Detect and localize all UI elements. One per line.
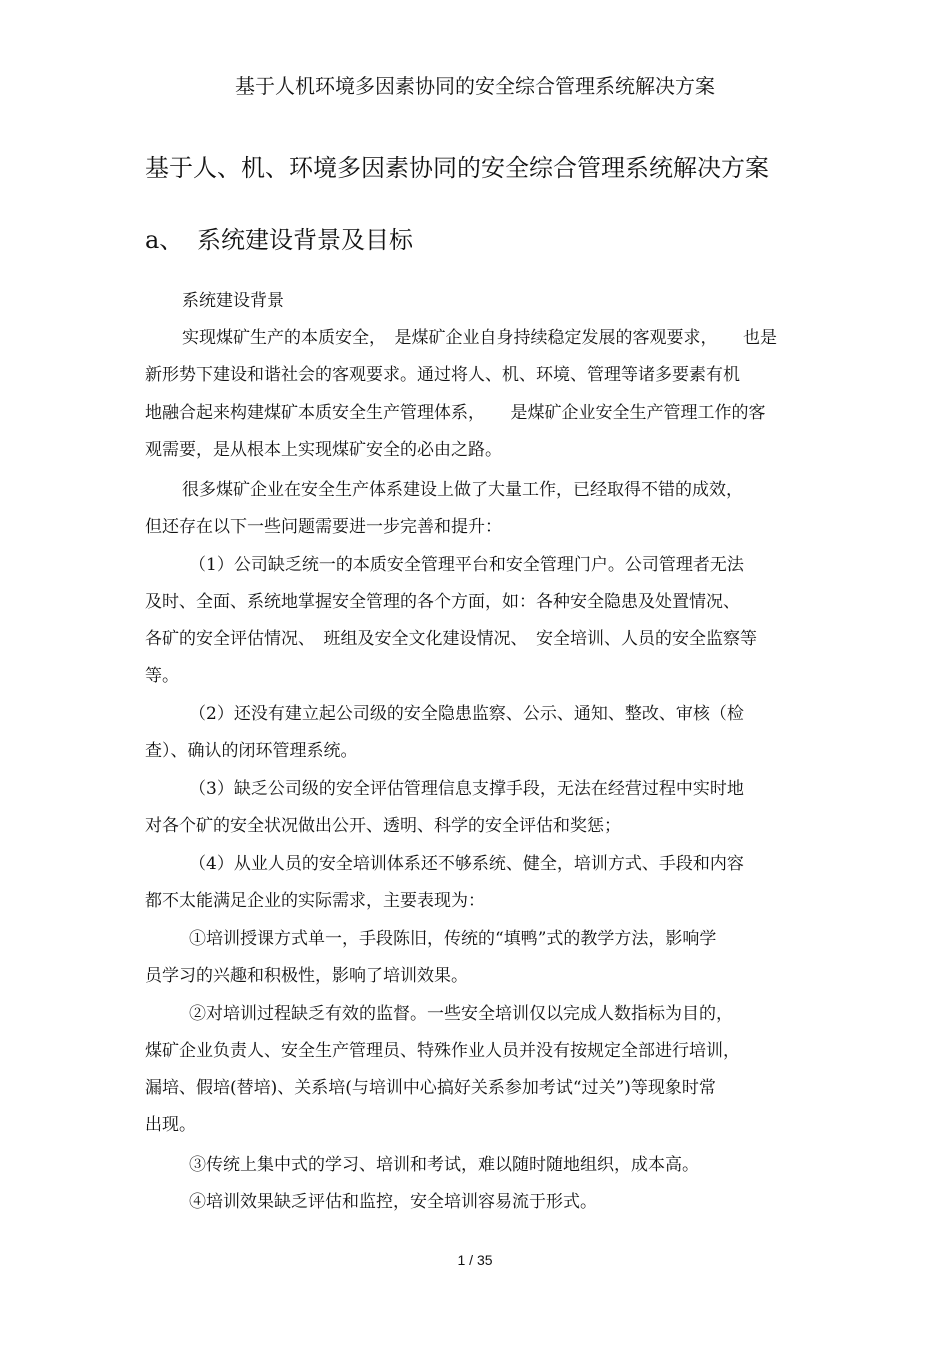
sub-item-line: 漏培、假培(替培)、关系培(与培训中心搞好关系参加考试“过关”)等现象时常 xyxy=(145,1078,716,1098)
list-item-line: 各矿的安全评估情况、 班组及安全文化建设情况、 安全培训、人员的安全监察等 xyxy=(145,629,757,649)
paragraph-line: 新形势下建设和谐社会的客观要求。通过将人、机、环境、管理等诸多要素有机 xyxy=(145,365,740,385)
list-item-line: 对各个矿的安全状况做出公开、透明、科学的安全评估和奖惩； xyxy=(145,816,621,836)
list-item-line: 等。 xyxy=(145,666,179,686)
subheading: 系统建设背景 xyxy=(182,291,284,311)
section-title: 系统建设背景及目标 xyxy=(197,226,413,254)
sub-item-line: ③传统上集中式的学习、培训和考试，难以随时随地组织，成本高。 xyxy=(189,1155,699,1175)
section-heading xyxy=(145,220,413,255)
page-number: 1 / 35 xyxy=(457,1252,493,1268)
list-item-line: （2）还没有建立起公司级的安全隐患监察、公示、通知、整改、审核（检 xyxy=(189,704,744,724)
document-title: 基于人、机、环境多因素协同的安全综合管理系统解决方案 xyxy=(145,154,769,182)
sub-item-line: 出现。 xyxy=(145,1115,196,1135)
list-item-line: （1）公司缺乏统一的本质安全管理平台和安全管理门户。公司管理者无法 xyxy=(189,555,744,575)
list-item-line: （3）缺乏公司级的安全评估管理信息支撑手段，无法在经营过程中实时地 xyxy=(189,779,744,799)
paragraph-line: 实现煤矿生产的本质安全， 是煤矿企业自身持续稳定发展的客观要求， 也是 xyxy=(182,328,777,348)
list-item-line: 都不太能满足企业的实际需求，主要表现为： xyxy=(145,891,485,911)
running-header: 基于人机环境多因素协同的安全综合管理系统解决方案 xyxy=(235,74,715,98)
sub-item-line: ①培训授课方式单一，手段陈旧，传统的“填鸭”式的教学方法，影响学 xyxy=(189,929,717,949)
section-index: a、 xyxy=(145,226,184,254)
sub-item-line: ②对培训过程缺乏有效的监督。一些安全培训仅以完成人数指标为目的， xyxy=(189,1004,733,1024)
sub-item-line: 员学习的兴趣和积极性，影响了培训效果。 xyxy=(145,966,468,986)
sub-item-line: 煤矿企业负责人、安全生产管理员、特殊作业人员并没有按规定全部进行培训， xyxy=(145,1041,740,1061)
paragraph-line: 但还存在以下一些问题需要进一步完善和提升： xyxy=(145,517,502,537)
sub-item-line: ④培训效果缺乏评估和监控，安全培训容易流于形式。 xyxy=(189,1192,597,1212)
paragraph-line: 观需要，是从根本上实现煤矿安全的必由之路。 xyxy=(145,440,502,460)
list-item-line: （4）从业人员的安全培训体系还不够系统、健全，培训方式、手段和内容 xyxy=(189,854,744,874)
paragraph-line: 地融合起来构建煤矿本质安全生产管理体系， 是煤矿企业安全生产管理工作的客 xyxy=(145,403,766,423)
list-item-line: 查）、确认的闭环管理系统。 xyxy=(145,741,358,761)
list-item-line: 及时、全面、系统地掌握安全管理的各个方面，如：各种安全隐患及处置情况、 xyxy=(145,592,740,612)
paragraph-line: 很多煤矿企业在安全生产体系建设上做了大量工作，已经取得不错的成效， xyxy=(182,480,743,500)
